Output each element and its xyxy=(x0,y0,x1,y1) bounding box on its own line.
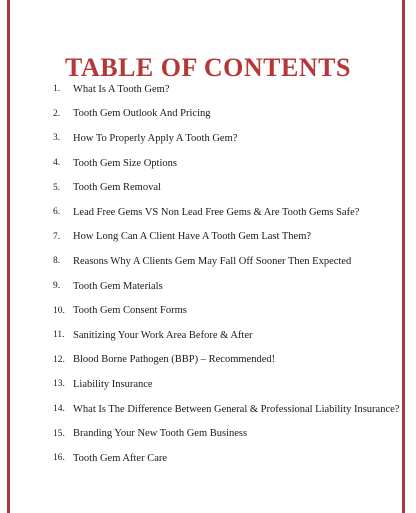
toc-entry[interactable] xyxy=(0,421,416,446)
toc-entry-label: Tooth Gem After Care xyxy=(73,452,168,464)
toc-entry[interactable] xyxy=(0,249,416,274)
table-of-contents-list xyxy=(0,77,416,471)
toc-entry-label: Tooth Gem Size Options xyxy=(73,157,177,169)
toc-entry-label: Liability Insurance xyxy=(73,378,153,390)
toc-entry[interactable] xyxy=(0,77,416,102)
toc-entry-label: Branding Your New Tooth Gem Business xyxy=(73,428,248,440)
toc-entry-number: 9. xyxy=(53,281,61,292)
toc-entry-number: 11. xyxy=(53,330,65,341)
toc-entry[interactable] xyxy=(0,397,416,422)
toc-entry[interactable] xyxy=(0,372,416,397)
toc-entry[interactable] xyxy=(0,348,416,373)
toc-entry-number: 14. xyxy=(53,404,65,415)
toc-entry-number: 12. xyxy=(53,354,65,365)
toc-entry-label: Tooth Gem Removal xyxy=(73,182,161,194)
toc-entry-label: How To Properly Apply A Tooth Gem? xyxy=(73,132,238,144)
toc-entry-label: Sanitizing Your Work Area Before & After xyxy=(73,329,253,341)
toc-entry[interactable] xyxy=(0,225,416,250)
page-title: TABLE OF CONTENTS xyxy=(65,53,351,83)
toc-entry[interactable] xyxy=(0,126,416,151)
toc-entry-number: 7. xyxy=(53,231,61,242)
toc-entry[interactable] xyxy=(0,151,416,176)
toc-entry[interactable] xyxy=(0,175,416,200)
toc-entry[interactable] xyxy=(0,102,416,127)
toc-entry-number: 6. xyxy=(53,207,61,218)
toc-entry-number: 4. xyxy=(53,158,61,169)
toc-entry[interactable] xyxy=(0,200,416,225)
toc-entry[interactable] xyxy=(0,298,416,323)
toc-entry-number: 13. xyxy=(53,379,65,390)
toc-entry-number: 2. xyxy=(53,108,61,119)
toc-entry-number: 10. xyxy=(53,305,65,316)
toc-entry[interactable] xyxy=(0,323,416,348)
toc-entry-number: 8. xyxy=(53,256,61,267)
toc-entry-number: 15. xyxy=(53,428,65,439)
toc-entry-number: 3. xyxy=(53,133,61,144)
toc-entry-label: Blood Borne Pathogen (BBP) – Recommended! xyxy=(73,354,276,366)
toc-entry-label: Tooth Gem Consent Forms xyxy=(73,305,187,317)
toc-entry-label: Tooth Gem Outlook And Pricing xyxy=(73,108,211,120)
toc-entry-label: How Long Can A Client Have A Tooth Gem Last Them? xyxy=(73,231,312,243)
toc-entry-number: 16. xyxy=(53,453,65,464)
toc-entry[interactable] xyxy=(0,274,416,299)
toc-entry-label: Reasons Why A Clients Gem May Fall Off Sooner Then Expected xyxy=(73,255,352,267)
toc-entry-label: Lead Free Gems VS Non Lead Free Gems & Are Tooth Gems Safe? xyxy=(73,206,360,218)
toc-entry[interactable] xyxy=(0,446,416,471)
toc-entry-label: What Is A Tooth Gem? xyxy=(73,83,170,95)
toc-entry-number: 1. xyxy=(53,84,61,95)
toc-entry-label: Tooth Gem Materials xyxy=(73,280,163,292)
toc-entry-label: What Is The Difference Between General & Professional Liability Insurance? xyxy=(73,403,400,415)
toc-entry-number: 5. xyxy=(53,182,61,193)
